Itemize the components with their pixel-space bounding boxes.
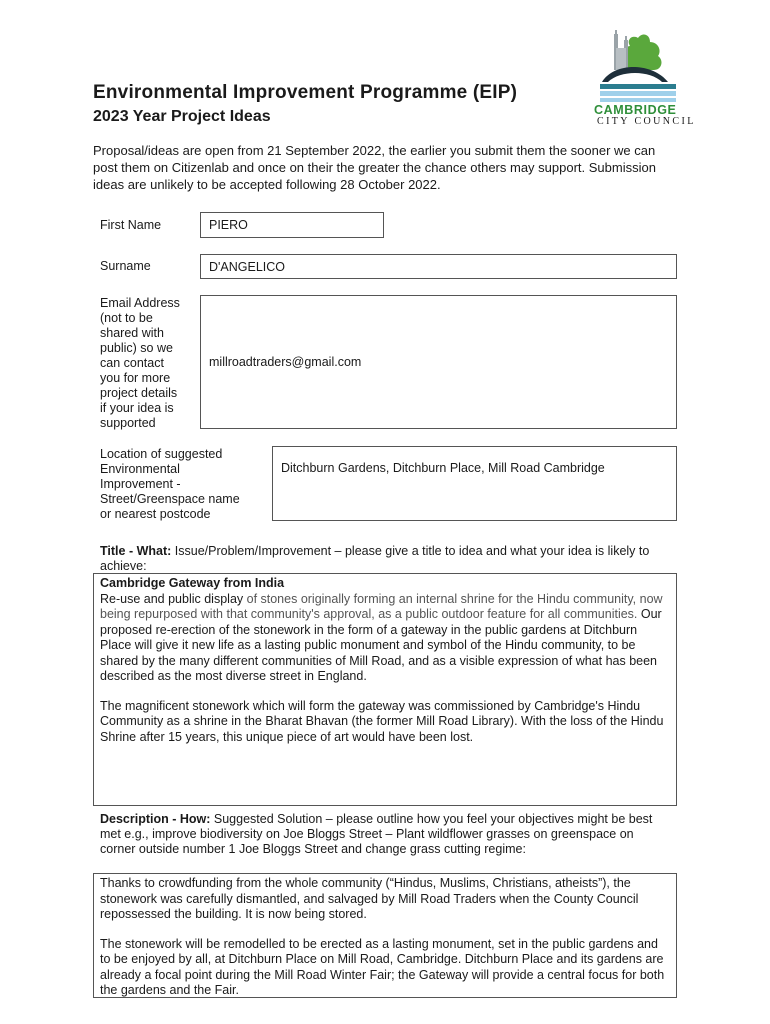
logo-text-city-council: CITY COUNCIL [597,116,696,127]
logo-text-cambridge: CAMBRIDGE [594,103,677,117]
first-name-field[interactable]: PIERO [200,212,384,238]
title-paragraph-2: The magnificent stonework which will form the gateway was commissioned by Cambridge's Hindu Community as a shrine in the Bharat Bhavan (the former Mill Road Library). With the loss of the Hindu Shrine after 15 years, this unique piece of art would have been lost. [100,698,664,744]
email-value: millroadtraders@gmail.com [209,355,362,369]
page-title: Environmental Improvement Programme (EIP) [93,82,518,103]
first-name-label: First Name [100,218,162,232]
description-paragraph-2: The stonework will be remodelled to be erected as a lasting monument, set in the public gardens and to be enjoyed by all, at Ditchburn Place on Mill Road, Cambridge. Ditchburn Place and its gardens are already a focal point during the Mill Road Winter Fair; the Gateway will provide a central focus for both the gardens and the Fair. [100,936,665,997]
description-section-label: Description - How: Suggested Solution – please outline how you feel your objectives might be best met e.g., improve biodiversity on Joe Bloggs Street – Plant wildflower grasses on greenspace on corner outside number 1 Joe Bloggs Street and change grass cutting regime: [100,812,653,856]
title-section-label: Title - What: Issue/Problem/Improvement – please give a title to idea and what your idea is likely to achieve: [100,544,650,573]
title-paragraph-1: Re-use and public display of stones originally forming an internal shrine for the Hindu community, now being repurposed with that community's approval, as a public outdoor feature for all communities. Our proposed re-erection of the stonework in the form of a gateway in the public gardens at Ditchburn Place will give it new life as a lasting public monument and symbol of the Hindu community, to be shared by the many different communities of Mill Road, and as a visible expression of what has been described as the most diverse street in England. [100,591,663,683]
surname-label: Surname [100,259,151,273]
title-heading: Cambridge Gateway from India [100,576,285,590]
intro-text: Proposal/ideas are open from 21 September 2022, the earlier you submit them the sooner we can post them on Citizenlab and once on their the greater the chance others may support. Submission ideas are unlikely to be accepted following 28 October 2022. [93,143,656,192]
location-field[interactable]: Ditchburn Gardens, Ditchburn Place, Mill Road Cambridge [272,446,677,521]
email-label: Email Address (not to be shared with public) so we can contact you for more project details if your idea is supported [100,296,180,430]
page-subtitle: 2023 Year Project Ideas [93,108,271,125]
email-field[interactable] [200,295,677,429]
surname-field[interactable]: D'ANGELICO [200,254,677,279]
title-textarea[interactable] [93,573,677,806]
location-label: Location of suggested Environmental Improvement - Street/Greenspace name or nearest postcode [100,447,240,521]
description-textarea[interactable] [93,873,677,998]
description-paragraph-1: Thanks to crowdfunding from the whole community (“Hindus, Muslims, Christians, atheists”), the stonework was carefully dismantled, and salvaged by Mill Road Traders when the County Council repossessed the building. It is now being stored. [100,876,639,921]
